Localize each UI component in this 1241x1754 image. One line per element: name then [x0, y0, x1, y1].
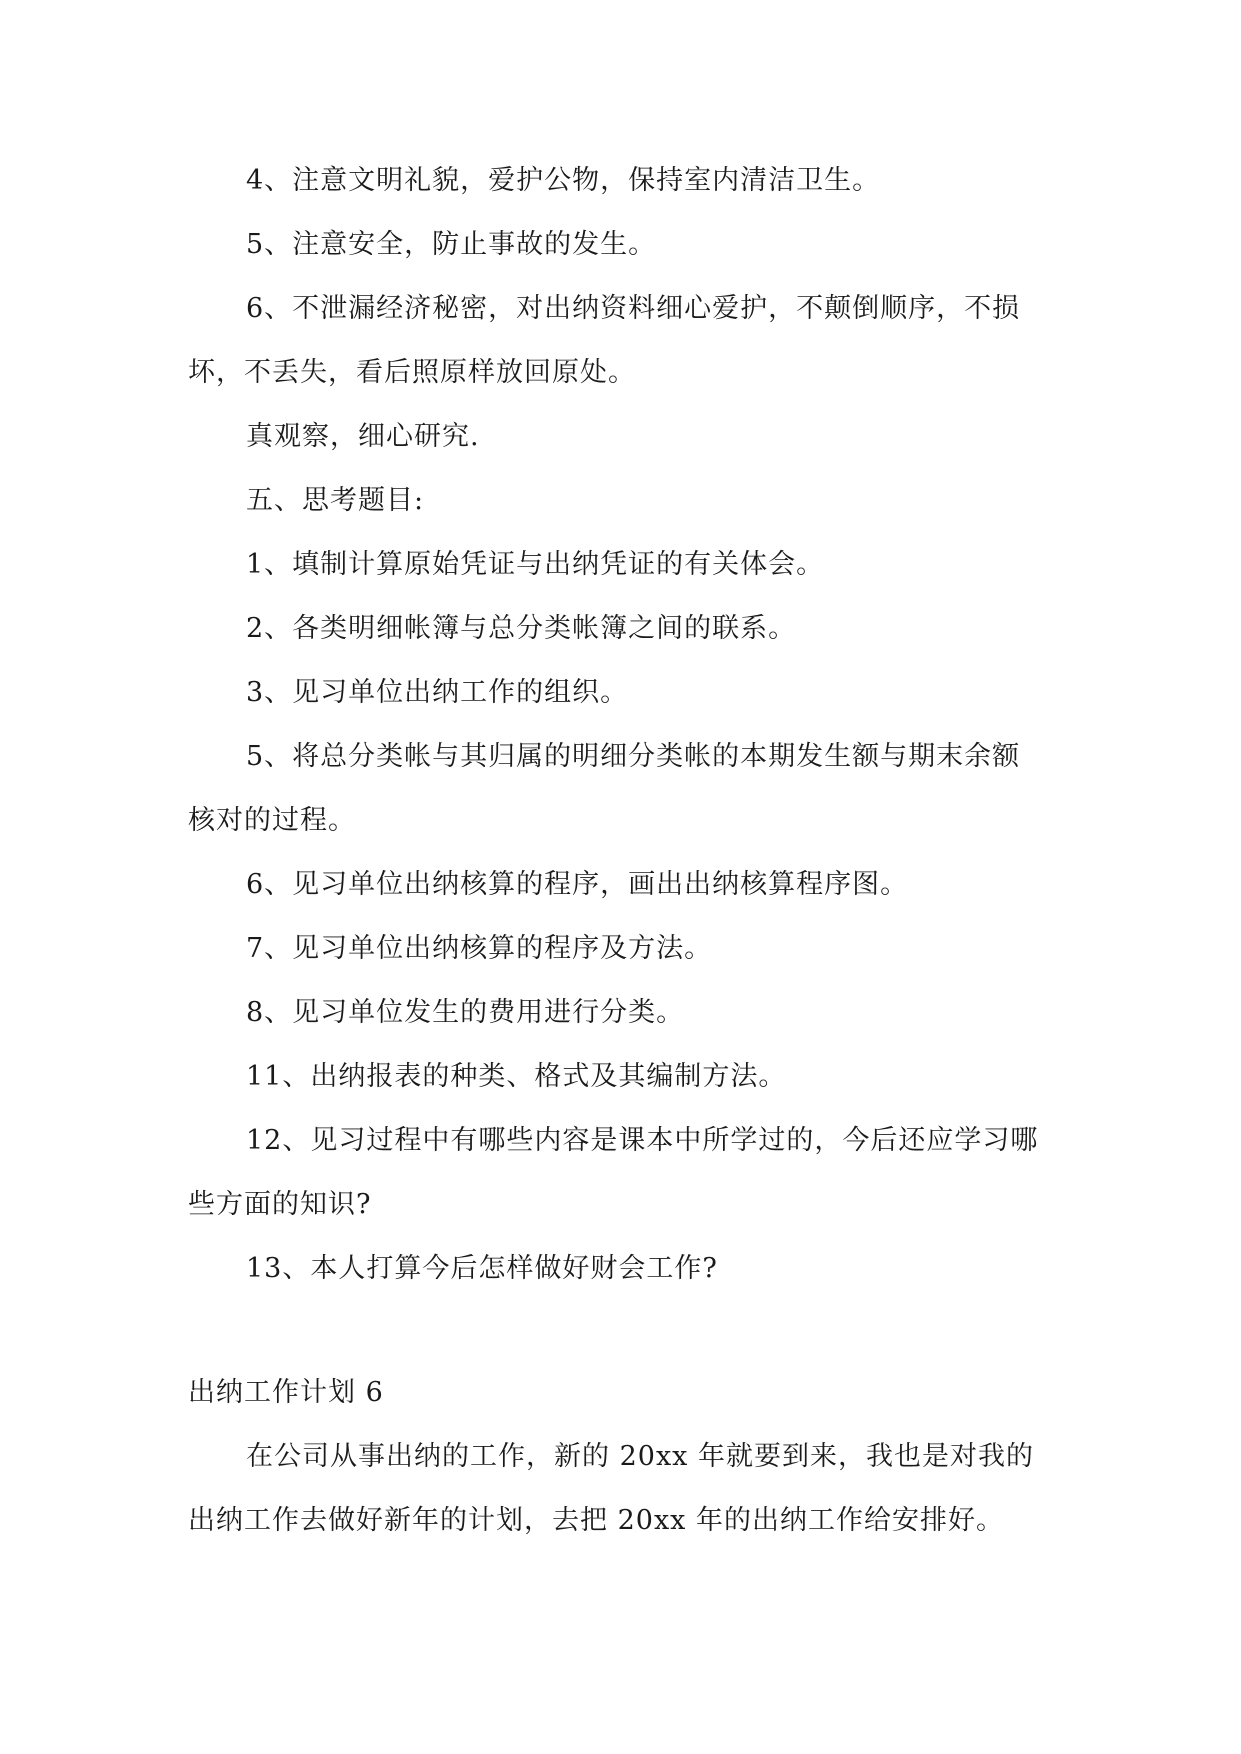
- paragraph-line: 些方面的知识?: [188, 1189, 372, 1220]
- paragraph-line: 5、将总分类帐与其归属的明细分类帐的本期发生额与期末余额: [246, 741, 1021, 772]
- paragraph-line: 13、本人打算今后怎样做好财会工作?: [246, 1253, 718, 1284]
- paragraph-line: 5、注意安全，防止事故的发生。: [246, 229, 657, 260]
- paragraph-line: 坏，不丢失，看后照原样放回原处。: [188, 357, 636, 388]
- paragraph-line: 8、见习单位发生的费用进行分类。: [246, 997, 685, 1028]
- paragraph-line: 3、见习单位出纳工作的组织。: [246, 677, 629, 708]
- paragraph-line: 12、见习过程中有哪些内容是课本中所学过的，今后还应学习哪: [246, 1125, 1039, 1156]
- paragraph-line: 在公司从事出纳的工作，新的 20xx 年就要到来，我也是对我的: [246, 1441, 1034, 1472]
- section-title: 出纳工作计划 6: [188, 1377, 384, 1408]
- paragraph-line: 核对的过程。: [188, 805, 356, 836]
- section-heading: 五、思考题目:: [246, 485, 425, 516]
- paragraph-line: 6、不泄漏经济秘密，对出纳资料细心爱护，不颠倒顺序，不损: [246, 293, 1021, 324]
- paragraph-line: 真观察，细心研究.: [246, 421, 480, 452]
- paragraph-line: 4、注意文明礼貌，爱护公物，保持室内清洁卫生。: [246, 165, 881, 196]
- paragraph-line: 出纳工作去做好新年的计划，去把 20xx 年的出纳工作给安排好。: [188, 1505, 1004, 1536]
- paragraph-line: 1、填制计算原始凭证与出纳凭证的有关体会。: [246, 549, 825, 580]
- paragraph-line: 11、出纳报表的种类、格式及其编制方法。: [246, 1061, 787, 1092]
- paragraph-line: 6、见习单位出纳核算的程序，画出出纳核算程序图。: [246, 869, 909, 900]
- paragraph-line: 7、见习单位出纳核算的程序及方法。: [246, 933, 713, 964]
- paragraph-line: 2、各类明细帐簿与总分类帐簿之间的联系。: [246, 613, 797, 644]
